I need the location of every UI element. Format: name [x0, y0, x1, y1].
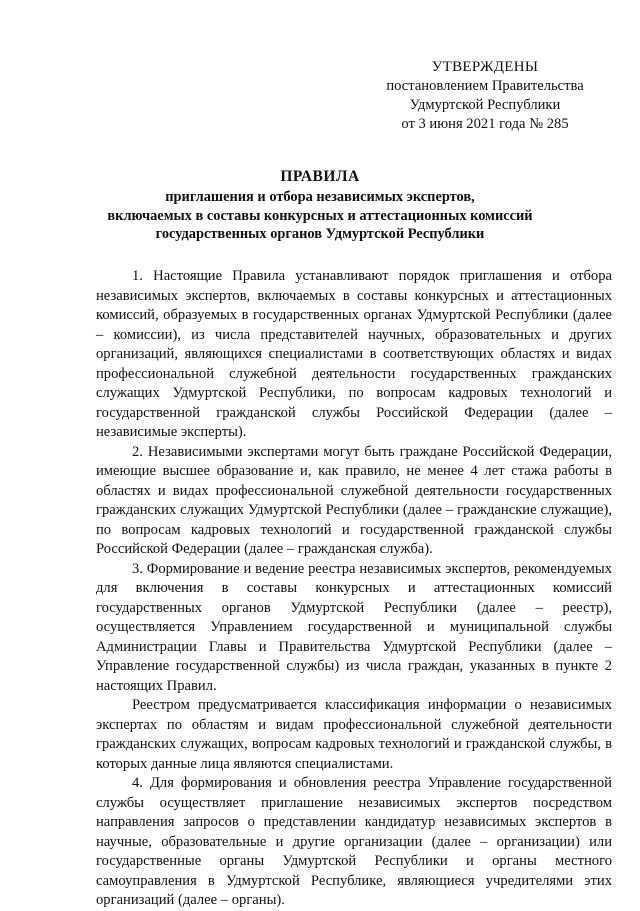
document-subtitle-line-3: государственных органов Удмуртской Республики — [155, 226, 485, 242]
approval-region-line: Удмуртской Республики — [409, 97, 561, 113]
document-title: ПРАВИЛА — [280, 168, 360, 185]
approval-stamp — [370, 58, 600, 134]
paragraph-2: 2. Независимыми экспертами могут быть граждане Российской Федерации, имеющие высшее образование и, как правило, не менее 4 лет стажа работы в областях и видах профессиональной служебной деятельности государственных гражданских служащих Удмуртской Республики (далее – гражданские служащие), по вопросам кадровых технологий и государственной гражданской службы Российской Федерации (далее – гражданская служба). — [96, 443, 612, 557]
approval-heading: УТВЕРЖДЕНЫ — [431, 59, 539, 75]
document-title-block — [80, 167, 560, 244]
paragraph-3: 3. Формирование и ведение реестра независимых экспертов, рекомендуемых для включения в составы конкурсных и аттестационных комиссий государственных органов Удмуртской Республики (далее – реестр), осуществляется Управлением государственной и муниципальной службы Администрации Главы и Правительства Удмуртской Республики (далее – Управление государственной службы) из числа граждан, указанных в пункте 2 настоящих Правил. — [96, 560, 612, 694]
document-body — [96, 267, 612, 911]
paragraph-4: Реестром предусматривается классификация информации о независимых экспертах по областям и видам профессиональной служебной деятельности гражданских служащих, вопросам кадровых технологий и гражданской службы, в которых данные лица являются специалистами. — [96, 697, 612, 772]
paragraph-1: 1. Настоящие Правила устанавливают порядок приглашения и отбора независимых экспертов, включаемых в составы конкурсных и аттестационных комиссий, образуемых в государственных органах Удмуртской Республики (далее – комиссии), из числа представителей научных, образовательных и других организаций, являющихся специалистами в соответствующих областях и видах профессиональной служебной деятельности государственных гражданских служащих Удмуртской Республики, по вопросам кадровых технологий и государственной гражданской службы Российской Федерации (далее – независимые эксперты). — [96, 268, 612, 440]
approval-decree-line: постановлением Правительства — [386, 78, 584, 94]
approval-date-line: от 3 июня 2021 года № 285 — [401, 116, 569, 132]
document-subtitle-line-2: включаемых в составы конкурсных и аттестационных комиссий — [107, 207, 533, 224]
paragraph-5: 4. Для формирования и обновления реестра Управление государственной службы осуществляет приглашение независимых экспертов посредством направления запросов о представлении кандидатур независимых экспертов в научные, образовательные и другие организации (далее – организации) или государственные органы Удмуртской Республики и органы местного самоуправления в Удмуртской Республике, являющиеся учредителями этих организаций (далее – органы). — [96, 775, 612, 908]
document-subtitle-line-1: приглашения и отбора независимых экспертов, — [165, 189, 475, 205]
